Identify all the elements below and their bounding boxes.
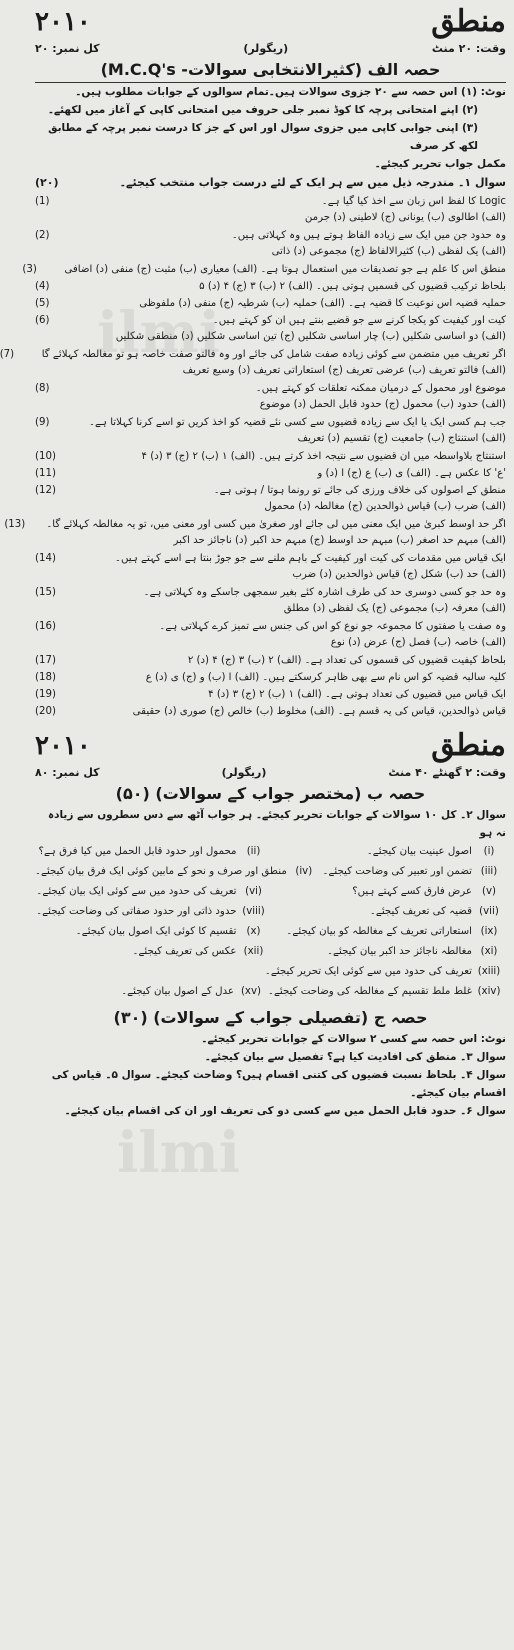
short-question-number: (xiv)	[477, 986, 501, 997]
mcq-question	[4, 516, 506, 533]
mcq-number: (12)	[35, 485, 56, 496]
mcq-list	[0, 193, 506, 720]
short-question-row	[35, 962, 506, 982]
year-label: ۲۰۱۰	[35, 7, 91, 37]
mcq-question-text: کیت اور کیفیت کو یکجا کرنے سے جو قضیے بنتے ہیں ان کو کہتے ہیں۔	[212, 315, 506, 326]
mcq-number: (2)	[35, 230, 50, 241]
short-question-text: عکس کی تعریف کیجئے۔	[132, 946, 237, 957]
short-question-text: حدود ذاتی اور حدود صفاتی کی وضاحت کیجئے۔	[36, 906, 237, 917]
short-question	[35, 904, 271, 920]
long-question: سوال ۴۔ بلحاظ نسبت قضیوں کی کتنی اقسام ہیں؟ وضاحت کیجئے۔ سوال ۵۔ قیاس کی اقسام بیان کیجئے۔	[51, 1069, 506, 1099]
mcq-options: (الف) فالتو تعریف (ب) عرضی تعریف (ج) استعاراتی تعریف (د) وسیع تعریف	[182, 365, 506, 376]
short-question-row	[35, 982, 506, 1002]
mcq-number: (3)	[22, 264, 37, 275]
mcq-question	[35, 295, 506, 312]
mcq-question	[35, 448, 506, 465]
short-question-number: (vi)	[245, 886, 262, 897]
short-question-number: (xii)	[243, 946, 264, 957]
mcq-number: (8)	[35, 383, 50, 394]
short-question-number: (xv)	[240, 986, 261, 997]
subject-title: منطق	[431, 4, 506, 39]
mcq-options: (الف) حدود (ب) محمول (ج) حدود قابل الحمل (د) موضوع	[259, 399, 506, 410]
short-question-text: تقسیم کا کوئی ایک اصول بیان کیجئے۔	[75, 926, 237, 937]
mcq-number: (18)	[35, 672, 56, 683]
mcq-question-text: حملیہ قضیہ اس نوعیت کا قضیہ ہے۔ (الف) حملیہ (ب) شرطیہ (ج) منفی (د) ملفوظی	[139, 298, 506, 309]
short-question	[265, 964, 506, 980]
mcq-question-text: منطق اس کا علم ہے جو تصدیقات میں استعمال ہوتا ہے۔ (الف) معیاری (ب) مثبت (ج) منفی (د) اضافی	[64, 264, 506, 275]
mcq-question-text: ایک قیاس میں قضیوں کی تعداد ہوتی ہے۔ (الف) ۱ (ب) ۲ (ج) ۳ (د) ۴	[208, 689, 506, 700]
mcq-options: (الف) یک لفظی (ب) کثیرالالفاظ (ج) مجموعی (د) ذاتی	[271, 246, 506, 257]
mcq-question-text: بلحاظ ترکیب قضیوں کی قسمیں ہوتی ہیں۔ (الف) ۲ (ب) ۳ (ج) ۴ (د) ۵	[199, 281, 506, 292]
mcq-question-text: ایک قیاس میں مقدمات کی کیت اور کیفیت کے باہم ملنے سے جو جوڑ بنتا ہے اسے کہتے ہیں۔	[115, 553, 506, 564]
short-question-text: عرض فارق کسے کہتے ہیں؟	[352, 886, 472, 897]
mcq-options: (الف) معرفہ (ب) مجموعی (ج) یک لفظی (د) مطلق	[283, 603, 506, 614]
short-question	[271, 924, 507, 940]
question-2-text: سوال ۲۔ کل ۱۰ سوالات کے جوابات تحریر کیجئے۔ ہر جواب آٹھ سے دس سطروں سے زیادہ نہ ہو	[47, 809, 506, 839]
short-question	[271, 944, 507, 960]
section-c-heading	[35, 1006, 506, 1030]
mcq-question	[35, 652, 506, 669]
mcq-question-text: منطق کے اصولوں کی خلاف ورزی کی جائے تو رونما ہوتا / ہوتی ہے۔	[213, 485, 506, 496]
short-question-text: محمول اور حدود قابل الحمل میں کیا فرق ہے؟	[38, 846, 237, 857]
mcq-number: (15)	[35, 587, 56, 598]
question-1-heading	[35, 173, 506, 193]
mcq-question-text: وہ حد جو کسی دوسری حد کی طرف اشارہ کئے بغیر سمجھی جاسکے وہ کہلاتی ہے۔	[143, 587, 506, 598]
total-marks-label-2: کل نمبر: ۸۰	[35, 766, 100, 779]
short-question-text: تضمن اور تعبیر کی وضاحت کیجئے۔	[322, 866, 472, 877]
note-line-3b: مکمل جواب تحریر کیجئے۔	[374, 158, 506, 170]
mcq-number: (11)	[35, 468, 56, 479]
mcq-question	[35, 380, 506, 397]
long-question: سوال ۶۔ حدود قابل الحمل میں سے کسی دو کی تعریف اور ان کی اقسام بیان کیجئے۔	[64, 1105, 506, 1117]
total-marks-label: کل نمبر: ۲۰	[35, 42, 100, 55]
mcq-question-text: موضوع اور محمول کے درمیان ممکنہ تعلقات کو کہتے ہیں۔	[255, 383, 506, 394]
question-1-text: سوال ۱۔ مندرجہ ذیل میں سے ہر ایک کے لئے درست جواب منتخب کیجئے۔	[119, 176, 506, 189]
time-label: وقت: ۲۰ منٹ	[431, 42, 506, 55]
mcq-options: (الف) ضرب (ب) قیاس ذوالحدین (ج) مغالطہ (د) محمول	[264, 501, 506, 512]
mcq-number: (20)	[35, 706, 56, 717]
short-question	[271, 884, 507, 900]
time-label-2: وقت: ۲ گھنٹے ۴۰ منٹ	[388, 766, 506, 779]
mcq-question	[35, 703, 506, 720]
mcq-question	[35, 465, 506, 482]
short-question	[35, 844, 271, 860]
mcq-question	[35, 669, 506, 686]
mcq-question	[35, 227, 506, 244]
mcq-question-text: 'ع' کا عکس ہے۔ (الف) ی (ب) ع (ج) ا (د) و	[317, 468, 506, 479]
long-question: سوال ۳۔ منطق کی افادیت کیا ہے؟ تفصیل سے بیان کیجئے۔	[204, 1051, 506, 1063]
short-question	[271, 844, 507, 860]
mcq-question	[35, 312, 506, 329]
paper1-header	[35, 4, 506, 40]
mcq-question	[35, 193, 506, 210]
short-question-text: تعریف کی حدود میں سے کوئی ایک تحریر کیجئے۔	[264, 966, 472, 977]
short-question-row	[35, 922, 506, 942]
paper2-meta	[35, 764, 506, 782]
mcq-options: (الف) حد (ب) شکل (ج) قیاس ذوالحدین (د) ضرب	[292, 569, 506, 580]
note-line-1: نوٹ: (۱) اس حصہ سے ۲۰ جزوی سوالات ہیں۔تمام سوالوں کے جوابات مطلوب ہیں۔	[75, 86, 506, 98]
short-question-number: (x)	[246, 926, 261, 937]
long-questions-list	[35, 1048, 506, 1120]
section-b-heading	[35, 782, 506, 806]
short-question-number: (xiii)	[477, 966, 501, 977]
short-question-text: منطق اور صرف و نحو کے مابین کوئی ایک فرق بیان کیجئے۔	[35, 866, 287, 877]
short-question	[35, 864, 321, 880]
short-question-number: (i)	[483, 846, 495, 857]
note-line-2: (۲) اپنے امتحانی پرچہ کا کوڈ نمبر جلی حروف میں امتحانی کاپی کے آغاز میں لکھئے۔	[47, 104, 478, 116]
mcq-question-text: جب ہم کسی ایک یا ایک سے زیادہ قضیوں سے کسی نئے قضیہ کو اخذ کریں تو اسے کرنا کہلاتا ہے۔	[89, 417, 506, 428]
mcq-number: (5)	[35, 298, 50, 309]
mcq-question-text: وہ حدود جن میں ایک سے زیادہ الفاظ ہوتے ہیں وہ کہلاتی ہیں۔	[231, 230, 506, 241]
short-question-text: مغالطہ ناجائز حد اکبر بیان کیجئے۔	[327, 946, 472, 957]
mcq-question-text: کلیہ سالبہ قضیہ کو اس نام سے بھی ظاہر کرسکتے ہیں۔ (الف) ا (ب) و (ج) ی (د) ع	[145, 672, 506, 683]
short-question-text: قضیہ کی تعریف کیجئے۔	[369, 906, 472, 917]
short-question	[321, 864, 506, 880]
short-question-row	[35, 862, 506, 882]
short-question	[35, 984, 268, 1000]
mcq-number: (10)	[35, 451, 56, 462]
session-label: (ریگولر)	[243, 42, 289, 55]
short-question-number: (iii)	[480, 866, 498, 877]
section-b-title: حصہ ب (مختصر جواب کے سوالات)	[155, 784, 426, 803]
paper1-meta	[35, 40, 506, 58]
mcq-question	[35, 278, 506, 295]
watermark-logo-2: ilmi	[117, 1120, 241, 1186]
mcq-number: (16)	[35, 621, 56, 632]
short-questions-list	[35, 842, 506, 1002]
mcq-options: (الف) مبہم حد اصغر (ب) مبہم حد اوسط (ج) مبہم حد اکبر (د) ناجائز حد اکبر	[173, 535, 506, 546]
short-question	[35, 924, 271, 940]
watermark-logo: ilmi	[97, 300, 221, 366]
mcq-number: (4)	[35, 281, 50, 292]
short-question	[35, 944, 271, 960]
short-question	[268, 984, 506, 1000]
session-label-2: (ریگولر)	[221, 766, 267, 779]
mcq-question	[35, 414, 506, 431]
mcq-options: (الف) استنتاج (ب) جامعیت (ج) تقسیم (د) تعریف	[297, 433, 506, 444]
mcq-number: (1)	[35, 196, 50, 207]
section-c-note: نوٹ: اس حصہ سے کسی ۲ سوالات کے جوابات تحریر کیجئے۔	[201, 1033, 506, 1045]
mcq-question	[35, 618, 506, 635]
short-question-text: استعاراتی تعریف کے مغالطہ کو بیان کیجئے۔	[286, 926, 472, 937]
mcq-question-text: وہ صفت یا صفتوں کا مجموعہ جو نوع کو اس کی جنس سے تمیز کرے کہلاتی ہے۔	[159, 621, 506, 632]
mcq-number: (13)	[4, 519, 26, 530]
mcq-number: (9)	[35, 417, 50, 428]
subject-title-2: منطق	[431, 728, 506, 763]
short-question-row	[35, 942, 506, 962]
short-question-number: (ix)	[480, 926, 498, 937]
short-question-text: تعریف کی حدود میں سے کوئی ایک بیان کیجئے۔	[36, 886, 237, 897]
mcq-question	[35, 550, 506, 567]
short-question-text: اصول عینیت بیان کیجئے۔	[366, 846, 472, 857]
mcq-question-text: Logic کا لفظ اس زبان سے اخذ کیا گیا ہے۔	[321, 196, 506, 207]
mcq-number: (7)	[0, 349, 15, 360]
short-question	[271, 904, 507, 920]
mcq-question	[35, 482, 506, 499]
mcq-options: (الف) دو اساسی شکلیں (ب) چار اساسی شکلیں (ج) تین اساسی شکلیں (د) منطقی شکلیں	[115, 331, 506, 342]
section-a-title: حصہ الف (کثیرالانتخابی سوالات- M.C.Q's)	[35, 58, 506, 83]
short-question-row	[35, 882, 506, 902]
mcq-question	[22, 261, 506, 278]
mcq-question-text: استنتاج بلاواسطہ میں ان قضیوں سے نتیجہ اخذ کرتے ہیں۔ (الف) ۱ (ب) ۲ (ج) ۳ (د) ۴	[141, 451, 506, 462]
note-line-3: (۳) اپنی جوابی کاپی میں جزوی سوال اور اس کے جز کا درست نمبر پرچہ کے مطابق لکھ کر صرف	[48, 122, 478, 152]
short-question-row	[35, 902, 506, 922]
short-question	[35, 884, 271, 900]
mcq-question	[35, 686, 506, 703]
mcq-number: (19)	[35, 689, 56, 700]
mcq-question	[0, 346, 506, 363]
section-c-title: حصہ ج (تفصیلی جواب کے سوالات)	[153, 1008, 428, 1027]
paper2-header	[35, 728, 506, 764]
short-question-text: عدل کے اصول بیان کیجئے۔	[121, 986, 234, 997]
mcq-question-text: بلحاظ کیفیت قضیوں کی قسموں کی تعداد ہے۔ (الف) ۲ (ب) ۳ (ج) ۴ (د) ۲	[187, 655, 506, 666]
question-1-marks: (۲۰)	[35, 176, 59, 189]
short-question-number: (xi)	[480, 946, 498, 957]
short-question-number: (viii)	[242, 906, 265, 917]
mcq-number: (6)	[35, 315, 50, 326]
short-question-number: (ii)	[246, 846, 261, 857]
mcq-number: (17)	[35, 655, 56, 666]
short-question-row	[35, 842, 506, 862]
mcq-question-text: اگر حد اوسط کبریٰ میں ایک معنی میں لی جائے اور صغریٰ میں کسی اور معنی میں، تو یہ مغالطہ کہلائے گا۔	[46, 519, 506, 530]
mcq-options: (الف) اطالوی (ب) یونانی (ج) لاطینی (د) جرمن	[304, 212, 506, 223]
section-c-marks: (۳۰)	[113, 1008, 148, 1027]
mcq-options: (الف) خاصہ (ب) فصل (ج) عرض (د) نوع	[330, 637, 506, 648]
year-label-2: ۲۰۱۰	[35, 731, 91, 761]
short-question-number: (iv)	[295, 866, 313, 877]
mcq-question-text: اگر تعریف میں متضمن سے کوئی زیادہ صفت شامل کی جائے اور وہ فالتو صفت خاصہ ہو تو مغالطہ کہلائے گا	[41, 349, 506, 360]
section-b-marks: (۵۰)	[115, 784, 150, 803]
mcq-question-text: قیاس ذوالحدین، قیاس کی یہ قسم ہے۔ (الف) مخلوط (ب) خالص (ج) صوری (د) حقیقی	[132, 706, 506, 717]
short-question-number: (vii)	[479, 906, 499, 917]
short-question-number: (v)	[482, 886, 496, 897]
mcq-question	[35, 584, 506, 601]
mcq-number: (14)	[35, 553, 56, 564]
short-question-text: غلط ملط تقسیم کے مغالطہ کی وضاحت کیجئے۔	[267, 986, 472, 997]
